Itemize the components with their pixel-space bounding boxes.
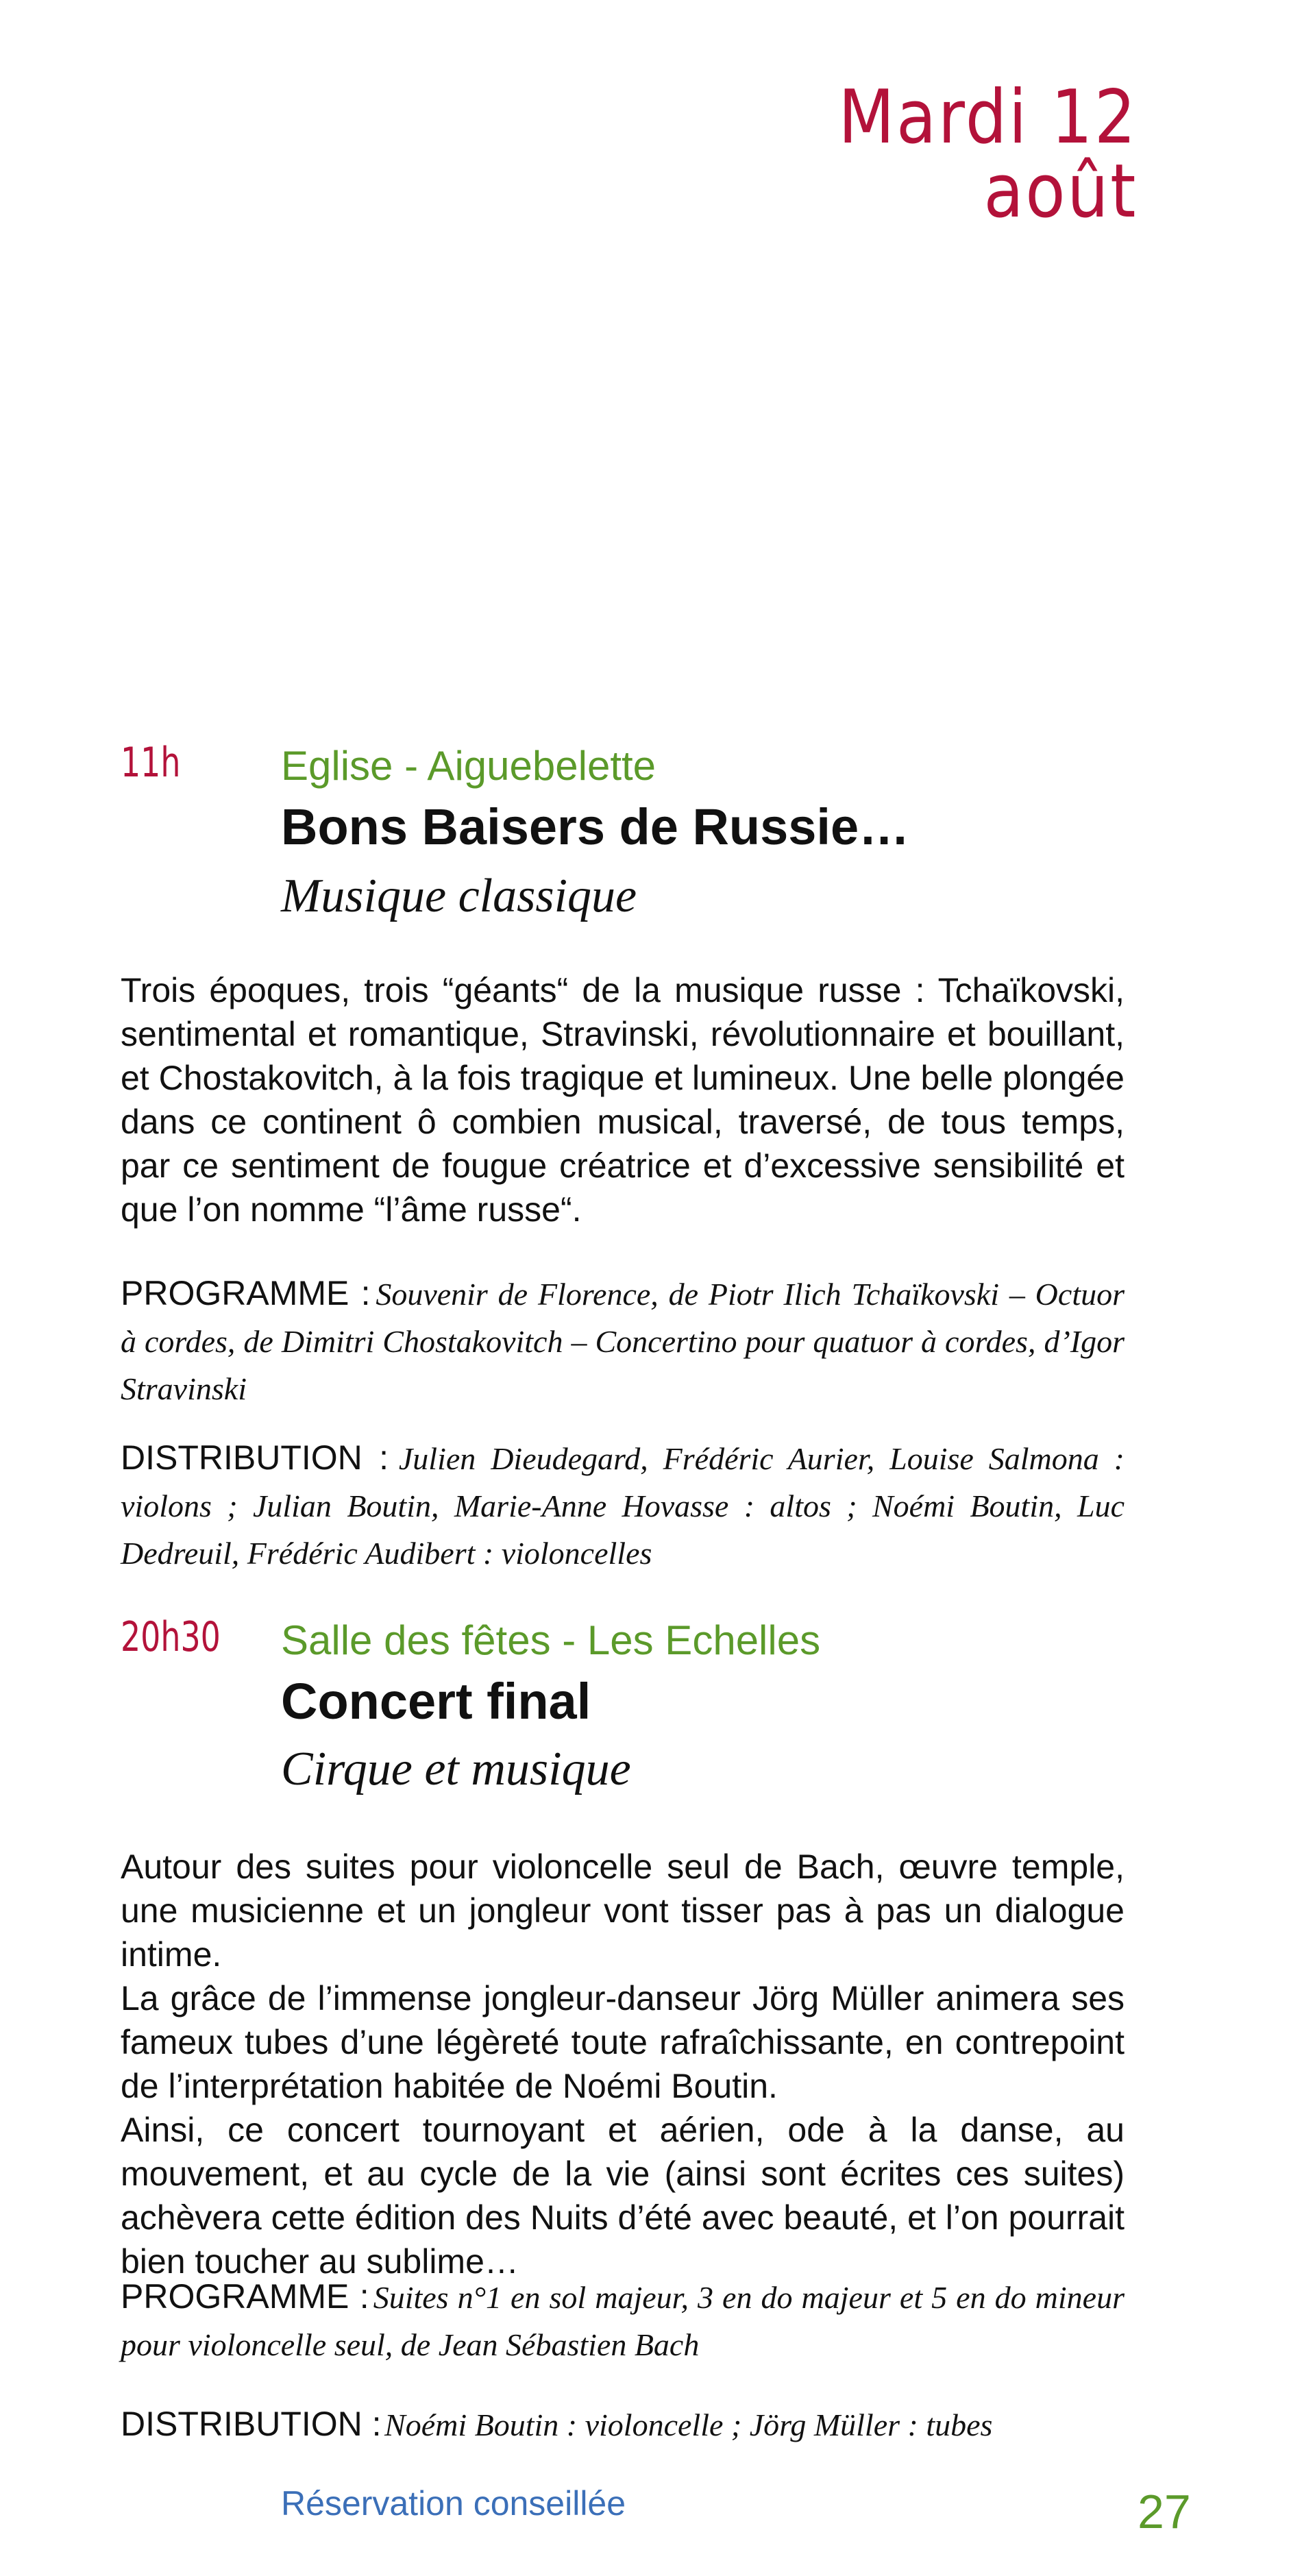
- event-1-venue: Eglise - Aiguebelette: [281, 743, 656, 789]
- distribution-label: DISTRIBUTION :: [121, 2405, 382, 2443]
- event-2-programme: [121, 2277, 1125, 2372]
- event-2-genre: Cirque et musique: [281, 1743, 631, 1795]
- reservation-note: Réservation conseillée: [281, 2484, 626, 2523]
- event-2-time: 20h30: [121, 1613, 221, 1661]
- distribution-label: DISTRIBUTION :: [121, 1438, 389, 1477]
- page-title: Mardi 12 août: [838, 75, 1138, 234]
- distribution-text: Noémi Boutin : violoncelle ; Jörg Müller : tubes: [384, 2407, 993, 2442]
- event-2-venue: Salle des fêtes - Les Echelles: [281, 1617, 821, 1663]
- event-1-title: Bons Baisers de Russie…: [281, 798, 910, 855]
- event-1-genre: Musique classique: [281, 870, 637, 922]
- event-1-description-paragraph: Trois époques, trois “géants“ de la musique russe : Tchaïkovski, sentimental et romantique, Stravinski, révolutionnaire et bouillant, et Chostakovitch, à la fois tragique et lumineux. Une belle plongée dans ce continent ô combien musical, traversé, de tous temps, par ce sentiment de fougue créatrice et d’excessive sensibilité et que l’on nomme “l’âme russe“.: [121, 971, 1125, 1229]
- programme-text: Souvenir de Florence, de Piotr Ilich Tchaïkovski – Octuor à cordes, de Dimitri Chostakovitch – Concertino pour quatuor à cordes, d’Igor Stravinski: [121, 1277, 1125, 1406]
- event-2-description: [121, 1845, 1125, 2283]
- distribution-text: Julien Dieudegard, Frédéric Aurier, Louise Salmona : violons ; Julian Boutin, Marie-Anne Hovasse : altos ; Noémi Boutin, Luc Dedreuil, Frédéric Audibert : violoncelles: [121, 1441, 1125, 1571]
- event-2-title: Concert final: [281, 1673, 591, 1730]
- event-2-description-paragraph: La grâce de l’immense jongleur-danseur Jörg Müller animera ses fameux tubes d’une légèreté toute rafraîchissante, en contrepoint de l’interprétation habitée de Noémi Boutin.: [121, 1979, 1125, 2105]
- event-1-programme: [121, 1273, 1125, 1416]
- event-2-distribution: [121, 2404, 1125, 2453]
- event-1-time: 11h: [121, 739, 181, 787]
- programme-label: PROGRAMME :: [121, 1274, 371, 1312]
- page-number: 27: [1138, 2485, 1191, 2538]
- programme-text: Suites n°1 en sol majeur, 3 en do majeur et 5 en do mineur pour violoncelle seul, de Jean Sébastien Bach: [121, 2280, 1125, 2362]
- programme-label: PROGRAMME :: [121, 2277, 369, 2316]
- event-2-description-paragraph: Ainsi, ce concert tournoyant et aérien, ode à la danse, au mouvement, et au cycle de la vie (ainsi sont écrites ces suites) achèvera cette édition des Nuits d’été avec beauté, et l’on pourrait bien toucher au sublime…: [121, 2111, 1125, 2281]
- event-2-description-paragraph: Autour des suites pour violoncelle seul de Bach, œuvre temple, une musicienne et un jongleur vont tisser pas à pas un dialogue intime.: [121, 1848, 1125, 1974]
- event-1-distribution: [121, 1438, 1125, 1581]
- event-1-description: [121, 968, 1125, 1231]
